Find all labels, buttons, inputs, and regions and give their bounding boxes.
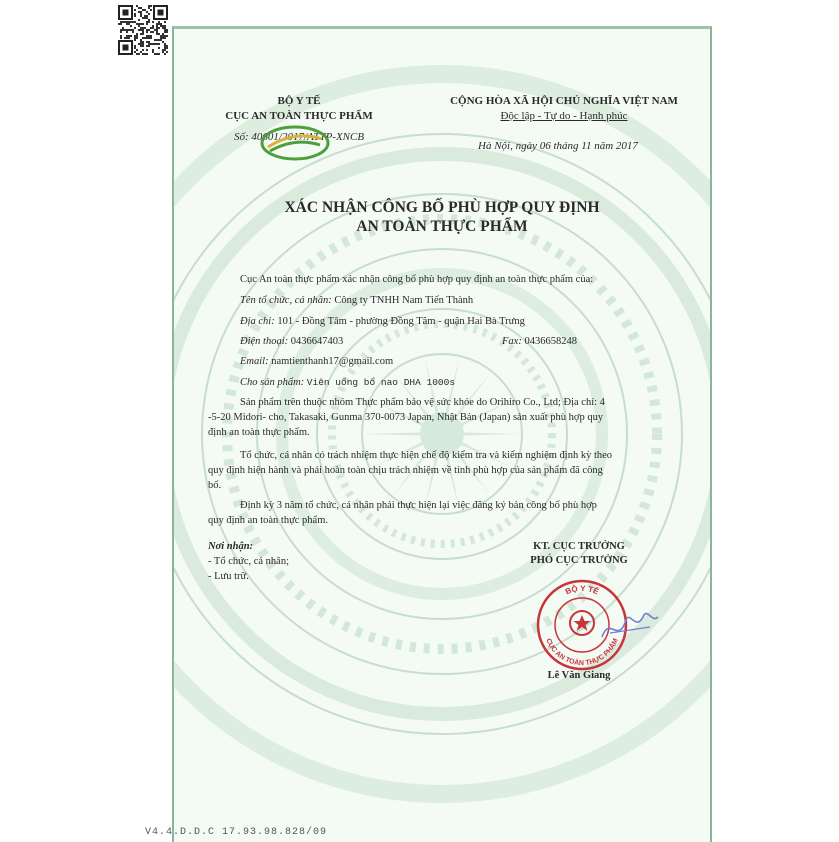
- qr-module: [128, 35, 130, 37]
- qr-module: [138, 23, 140, 25]
- qr-module: [152, 49, 154, 51]
- issue-date: Hà Nội, ngày 06 tháng 11 năm 2017: [478, 140, 638, 152]
- watermark-ray: [364, 433, 420, 436]
- qr-module: [148, 13, 150, 15]
- recipient-item-2: - Lưu trữ.: [208, 571, 249, 582]
- qr-module: [158, 39, 160, 41]
- qr-module: [138, 19, 140, 21]
- qr-module: [142, 9, 144, 11]
- qr-module: [130, 21, 132, 23]
- qr-module: [160, 25, 162, 27]
- ministry-name: BỘ Y TẾ: [277, 95, 321, 107]
- qr-module: [144, 15, 146, 17]
- qr-module: [162, 51, 164, 53]
- qr-module: [128, 29, 130, 31]
- qr-module: [136, 37, 138, 39]
- qr-module: [164, 49, 166, 51]
- phone-row: [240, 334, 343, 349]
- para2-line2: quy định hiện hành và phải hoàn toàn chịu trách nhiệm về tính phù hợp của sản phẩm đã công: [208, 465, 603, 476]
- title-line-1: XÁC NHẬN CÔNG BỐ PHÙ HỢP QUY ĐỊNH: [284, 199, 600, 216]
- qr-module: [136, 33, 138, 35]
- qr-module: [150, 27, 152, 29]
- qr-module: [142, 49, 144, 51]
- qr-module: [126, 23, 128, 25]
- qr-module: [138, 25, 140, 27]
- qr-module: [134, 27, 136, 29]
- qr-module: [158, 33, 160, 35]
- qr-module: [156, 29, 158, 31]
- qr-module: [146, 31, 148, 33]
- qr-module: [166, 51, 168, 53]
- qr-module: [148, 43, 150, 45]
- recipient-item-1: - Tổ chức, cá nhân;: [208, 556, 290, 567]
- document-number: Số: 40601/2017/ATTP-XNCB: [234, 131, 365, 143]
- qr-module: [150, 31, 152, 33]
- qr-module: [144, 9, 146, 11]
- para1-line2: -5-20 Midori- cho, Takasaki, Gunma 370-0073 Japan, Nhật Bản (Japan) sản xuất phù hợp quy: [208, 412, 604, 423]
- qr-module: [148, 35, 150, 37]
- footer-fragment: V4.4.D.D.C 17.93.98.828/09: [145, 827, 328, 838]
- qr-module: [140, 39, 142, 41]
- qr-module: [162, 25, 164, 27]
- qr-module: [142, 37, 144, 39]
- qr-module: [164, 43, 166, 45]
- organization-row: [240, 293, 473, 308]
- qr-module: [126, 31, 128, 33]
- qr-module: [132, 29, 134, 31]
- qr-code: [118, 5, 168, 55]
- qr-module: [120, 21, 122, 23]
- qr-module: [164, 29, 166, 31]
- qr-module: [134, 35, 136, 37]
- qr-module: [164, 21, 166, 23]
- qr-module: [162, 35, 164, 37]
- address-row: [240, 314, 525, 329]
- qr-module: [132, 21, 134, 23]
- signer-title-2: PHÓ CỤC TRƯỞNG: [530, 555, 628, 566]
- qr-module: [144, 17, 146, 19]
- qr-module: [140, 43, 142, 45]
- official-seal: [532, 575, 662, 675]
- org-label: Tên tổ chức, cá nhân:: [240, 295, 332, 306]
- qr-module: [130, 29, 132, 31]
- qr-module: [140, 15, 142, 17]
- fax-value: 0436658248: [524, 336, 577, 347]
- qr-module: [126, 37, 128, 39]
- para3-line2: quy định an toàn thực phẩm.: [208, 515, 329, 526]
- qr-module: [150, 9, 152, 11]
- qr-module: [138, 29, 140, 31]
- qr-module: [164, 37, 166, 39]
- qr-module: [128, 23, 130, 25]
- qr-module: [164, 25, 166, 27]
- qr-module: [150, 35, 152, 37]
- qr-module: [164, 45, 166, 47]
- qr-module: [162, 33, 164, 35]
- qr-module: [154, 43, 156, 45]
- qr-module: [136, 5, 138, 7]
- fax-row: [502, 334, 577, 349]
- qr-module: [152, 51, 154, 53]
- address-value: 101 - Đồng Tâm - phường Đồng Tâm - quận Hai Bà Trưng: [277, 316, 525, 327]
- qr-module: [138, 43, 140, 45]
- qr-module: [156, 23, 158, 25]
- certificate-document: [172, 26, 712, 842]
- qr-module: [140, 51, 142, 53]
- qr-module: [136, 35, 138, 37]
- qr-module: [162, 27, 164, 29]
- qr-module: [152, 43, 154, 45]
- email-row: [240, 354, 393, 369]
- qr-module: [128, 21, 130, 23]
- qr-module: [144, 53, 146, 55]
- qr-module: [164, 31, 166, 33]
- qr-module: [146, 49, 148, 51]
- qr-module: [146, 37, 148, 39]
- qr-module: [146, 45, 148, 47]
- signer-name: Lê Văn Giang: [547, 670, 611, 681]
- qr-module: [154, 29, 156, 31]
- qr-module: [140, 13, 142, 15]
- qr-module: [142, 23, 144, 25]
- qr-module: [142, 43, 144, 45]
- national-motto: Độc lập - Tự do - Hạnh phúc: [500, 110, 628, 122]
- qr-module: [118, 23, 120, 25]
- qr-module: [156, 27, 158, 29]
- qr-module: [146, 21, 148, 23]
- qr-module: [136, 49, 138, 51]
- qr-module: [126, 29, 128, 31]
- qr-module: [142, 31, 144, 33]
- qr-module: [146, 23, 148, 25]
- qr-module: [120, 23, 122, 25]
- qr-module: [142, 53, 144, 55]
- qr-module: [150, 5, 152, 7]
- qr-module: [136, 53, 138, 55]
- qr-module: [156, 31, 158, 33]
- qr-module: [156, 53, 158, 55]
- qr-module: [142, 33, 144, 35]
- qr-module: [150, 37, 152, 39]
- qr-module: [140, 29, 142, 31]
- qr-module: [166, 45, 168, 47]
- qr-module: [132, 31, 134, 33]
- org-value: Công ty TNHH Nam Tiến Thành: [334, 295, 474, 306]
- watermark-ray: [464, 433, 520, 436]
- qr-module: [120, 29, 122, 31]
- address-label: Địa chỉ:: [240, 316, 275, 327]
- qr-module: [138, 11, 140, 13]
- para3-line1: Định kỳ 3 năm tổ chức, cá nhân phải thực hiện lại việc đăng ký bản công bố phù hợp: [240, 500, 597, 511]
- qr-module: [134, 9, 136, 11]
- qr-module: [164, 53, 166, 55]
- qr-module: [156, 25, 158, 27]
- qr-module: [156, 43, 158, 45]
- para2-line1: Tổ chức, cá nhân có trách nhiệm thực hiện chế độ kiểm tra và kiểm nghiệm định kỳ theo: [240, 450, 613, 461]
- para1-line1: Sản phẩm trên thuộc nhóm Thực phẩm bảo vệ sức khỏe do Orihiro Co., Ltd; Địa chỉ: 4: [240, 397, 605, 408]
- qr-module: [140, 33, 142, 35]
- stamp-top-text: BỘ Y TẾ: [564, 583, 601, 597]
- intro-text: Cục An toàn thực phẩm xác nhận công bố phù hợp quy định an toàn thực phẩm của:: [240, 274, 594, 285]
- qr-module: [140, 23, 142, 25]
- qr-module: [158, 27, 160, 29]
- stamp-bottom-text: CỤC AN TOÀN THỰC PHẨM: [544, 637, 620, 668]
- qr-module: [166, 29, 168, 31]
- qr-module: [148, 21, 150, 23]
- qr-module: [146, 11, 148, 13]
- qr-module: [162, 49, 164, 51]
- qr-module: [122, 29, 124, 31]
- qr-module: [160, 37, 162, 39]
- qr-module: [150, 43, 152, 45]
- qr-module: [146, 15, 148, 17]
- qr-module: [154, 53, 156, 55]
- qr-module: [148, 19, 150, 21]
- qr-module: [148, 7, 150, 9]
- qr-module: [134, 15, 136, 17]
- title-line-2: AN TOÀN THỰC PHẨM: [356, 218, 528, 235]
- qr-module: [134, 45, 136, 47]
- qr-module: [164, 35, 166, 37]
- qr-module: [160, 23, 162, 25]
- qr-module: [142, 41, 144, 43]
- signer-title-1: KT. CỤC TRƯỞNG: [533, 541, 625, 552]
- phone-label: Điện thoại:: [240, 336, 289, 347]
- qr-module: [158, 23, 160, 25]
- qr-module: [148, 29, 150, 31]
- qr-module: [140, 7, 142, 9]
- qr-module: [138, 7, 140, 9]
- qr-module: [148, 45, 150, 47]
- qr-module: [146, 17, 148, 19]
- qr-module: [148, 37, 150, 39]
- qr-module: [166, 47, 168, 49]
- qr-module: [160, 35, 162, 37]
- qr-module: [152, 25, 154, 27]
- qr-module: [158, 53, 160, 55]
- qr-module: [142, 45, 144, 47]
- phone-value: 0436647403: [290, 336, 344, 347]
- email-label: Email:: [240, 356, 269, 367]
- qr-module: [160, 39, 162, 41]
- qr-module: [146, 29, 148, 31]
- qr-module: [142, 17, 144, 19]
- qr-module: [130, 35, 132, 37]
- qr-module: [140, 41, 142, 43]
- qr-module: [158, 43, 160, 45]
- qr-module: [126, 35, 128, 37]
- qr-module: [124, 29, 126, 31]
- qr-module: [134, 37, 136, 39]
- qr-module: [130, 25, 132, 27]
- qr-module: [134, 51, 136, 53]
- qr-module: [134, 47, 136, 49]
- qr-module: [158, 47, 160, 49]
- qr-module: [122, 27, 124, 29]
- qr-module: [122, 21, 124, 23]
- qr-module: [124, 37, 126, 39]
- qr-module: [120, 35, 122, 37]
- qr-module: [152, 27, 154, 29]
- qr-module: [148, 41, 150, 43]
- qr-module: [142, 29, 144, 31]
- qr-module: [164, 27, 166, 29]
- qr-module: [146, 53, 148, 55]
- qr-module: [156, 39, 158, 41]
- vfa-logo: [260, 125, 330, 161]
- product-label: Cho sản phẩm:: [240, 377, 305, 388]
- country-name: CỘNG HÒA XÃ HỘI CHỦ NGHĨA VIỆT NAM: [450, 95, 678, 107]
- qr-module: [134, 21, 136, 23]
- qr-module: [152, 21, 154, 23]
- para2-line3: bố.: [208, 480, 222, 491]
- qr-module: [124, 21, 126, 23]
- recipients-label: Nơi nhận:: [208, 541, 254, 552]
- qr-module: [162, 41, 164, 43]
- qr-module: [146, 41, 148, 43]
- qr-module: [140, 45, 142, 47]
- qr-module: [140, 27, 142, 29]
- qr-module: [152, 31, 154, 33]
- qr-module: [166, 31, 168, 33]
- svg-text:BỘ Y TẾ: [564, 584, 601, 597]
- qr-module: [156, 33, 158, 35]
- product-row: [240, 375, 455, 390]
- qr-module: [120, 37, 122, 39]
- qr-module: [142, 27, 144, 29]
- qr-module: [138, 53, 140, 55]
- email-value: namtienthanh17@gmail.com: [271, 356, 394, 367]
- department-name: CỤC AN TOÀN THỰC PHẨM: [225, 110, 373, 122]
- qr-module: [164, 47, 166, 49]
- qr-module: [162, 37, 164, 39]
- para1-line3: định an toàn thực phẩm.: [208, 427, 310, 438]
- qr-module: [154, 39, 156, 41]
- qr-module: [144, 37, 146, 39]
- qr-module: [148, 5, 150, 7]
- fax-label: Fax:: [502, 336, 522, 347]
- qr-module: [120, 31, 122, 33]
- qr-module: [136, 23, 138, 25]
- qr-module: [140, 11, 142, 13]
- qr-module: [166, 35, 168, 37]
- product-value: Viên uống bổ nao DHA 1000s: [306, 377, 456, 388]
- qr-module: [158, 21, 160, 23]
- qr-module: [134, 39, 136, 41]
- qr-module: [128, 37, 130, 39]
- qr-module: [146, 35, 148, 37]
- qr-module: [126, 21, 128, 23]
- qr-module: [144, 27, 146, 29]
- qr-module: [134, 13, 136, 15]
